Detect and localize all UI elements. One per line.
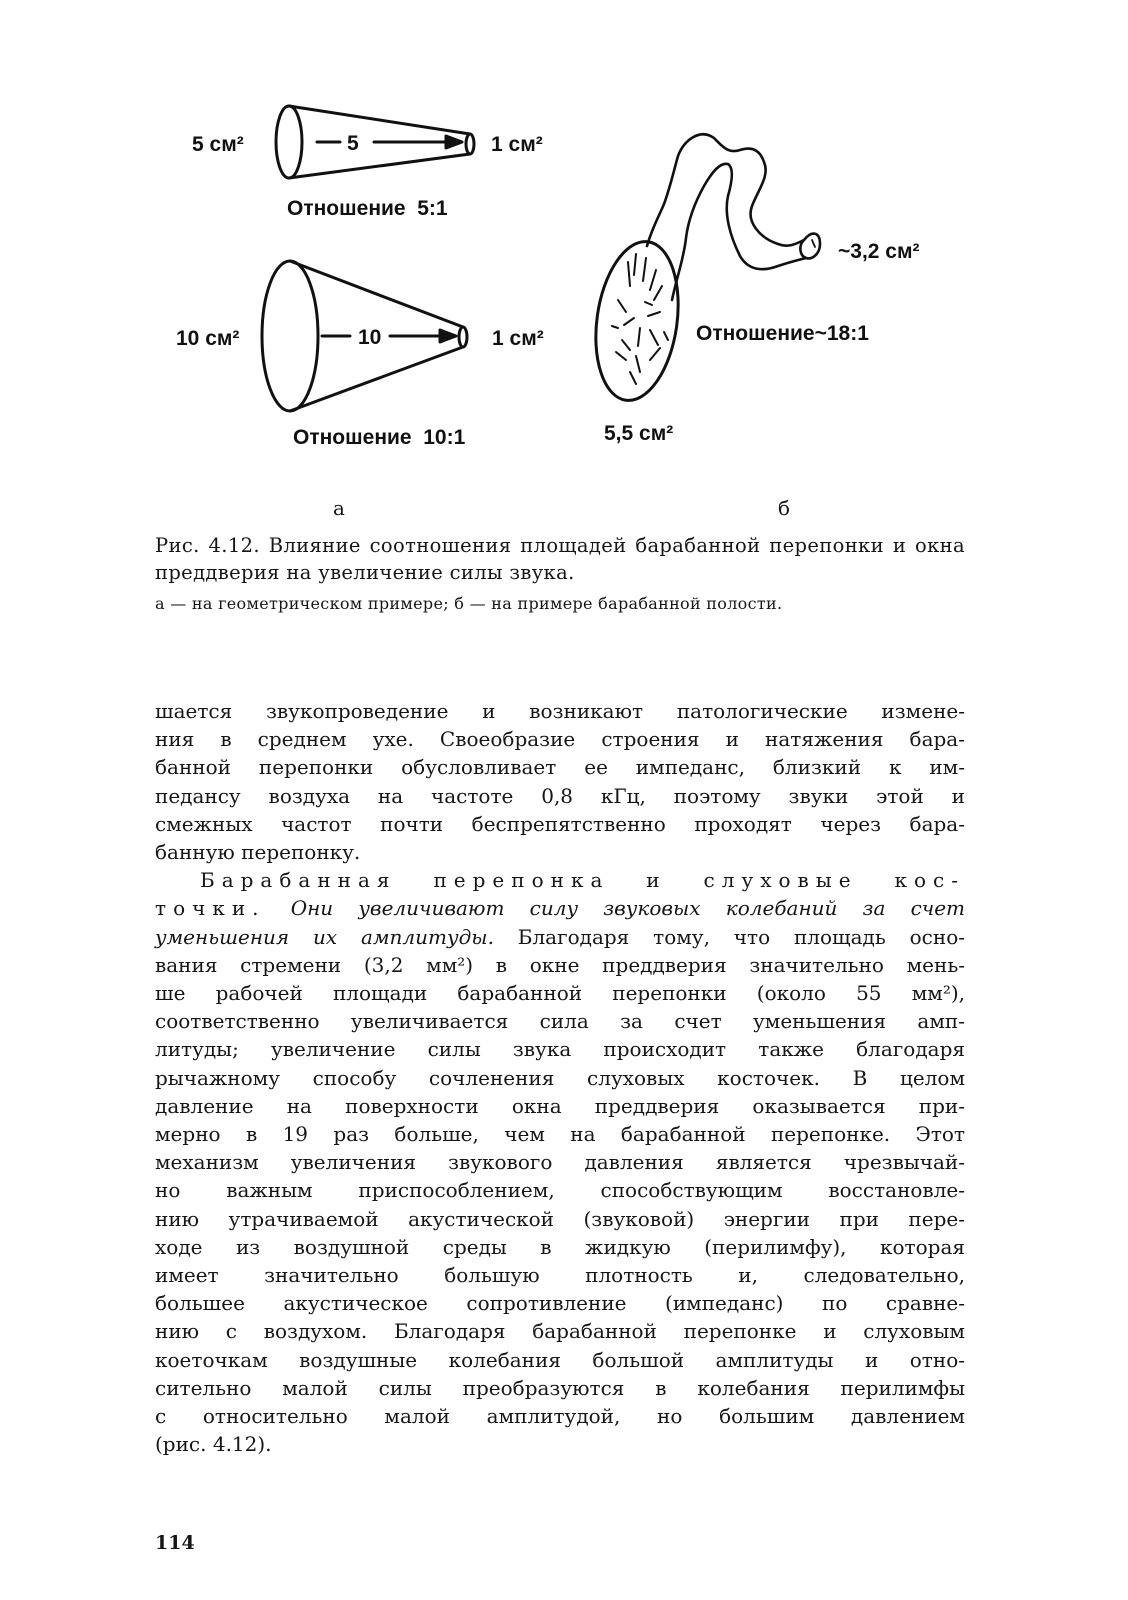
page-number: 114 xyxy=(155,1532,195,1554)
text-line xyxy=(155,894,965,922)
tympanic-membrane xyxy=(586,236,687,406)
text-line: литуды; увеличение силы звука происходит также благодаря xyxy=(155,1037,965,1062)
text-line: вания стремени (3,2 мм²) в окне преддверия значительно мень- xyxy=(155,952,965,977)
section-heading-end: точки. xyxy=(155,896,266,921)
fig-a-bottom-ratio: Отношение 10:1 xyxy=(293,426,466,449)
text-line: ше рабочей площади барабанной перепонки (около 55 мм²), xyxy=(155,981,965,1006)
text-line: механизм увеличения звукового давления является чрезвычай- xyxy=(155,1150,965,1175)
figure-caption: Рис. 4.12. Влияние соотношения площадей барабанной перепонки и окна преддверия на увеличение силы звука. xyxy=(155,534,965,584)
text-line: (рис. 4.12). xyxy=(155,1432,272,1457)
fig-a-bottom-arrow-label: 10 xyxy=(358,326,382,349)
text-line xyxy=(155,923,965,951)
text-line: банную перепонку. xyxy=(155,840,361,865)
text-line: мерно в 19 раз больше, чем на барабанной перепонке. Этот xyxy=(155,1122,965,1147)
text-line: имеет значительно большую плотность и, следовательно, xyxy=(155,1263,965,1288)
fig-a-top-ratio: Отношение 5:1 xyxy=(287,197,448,220)
text-line: большее акустическое сопротивление (импеданс) по сравне- xyxy=(155,1291,965,1316)
text-line: но важным приспособлением, способствующим восстановле- xyxy=(155,1178,965,1203)
text-line: коеточкам воздушные колебания большой амплитуды и отно- xyxy=(155,1347,965,1372)
fig-a-top-right-label: 1 см² xyxy=(491,133,543,156)
small-cone-arrow xyxy=(317,136,462,148)
text-line: сительно малой силы преобразуются в колебания перилимфы xyxy=(155,1375,965,1400)
fig-a-bottom-right-label: 1 см² xyxy=(492,327,544,350)
text-line: давление на поверхности окна преддверия оказывается при- xyxy=(155,1093,965,1118)
figure-4-12 xyxy=(0,0,1128,500)
text-line: соответственно увеличивается сила за счет уменьшения амп- xyxy=(155,1009,965,1034)
text-line: педансу воздуха на частоте 0,8 кГц, поэтому звуки этой и xyxy=(155,783,965,808)
text-line: рычажному способу сочленения слуховых косточек. В целом xyxy=(155,1065,965,1090)
text-line: ния в среднем ухе. Своеобразие строения и натяжения бара- xyxy=(155,727,965,752)
large-cone-arrow xyxy=(322,330,456,342)
text-line: банной перепонки обусловливает ее импеданс, близкий к им- xyxy=(155,755,965,780)
emphasis-text: уменьшения их амплитуды. xyxy=(155,924,494,949)
membrane-radial-lines xyxy=(612,254,668,384)
text-line: с относительно малой амплитудой, но большим давлением xyxy=(155,1404,965,1429)
section-heading-line xyxy=(155,866,965,894)
panel-a-letter: а xyxy=(333,496,345,520)
fig-a-top-arrow-label: 5 xyxy=(347,132,359,155)
fig-a-bottom-left-label: 10 см² xyxy=(176,327,240,350)
section-heading: Барабанная перепонка и слуховые кос- xyxy=(200,868,965,893)
fig-b-ratio: Отношение~18:1 xyxy=(696,322,869,345)
fig-b-membrane-area: 5,5 см² xyxy=(604,422,674,445)
text-line: шается звукопроведение и возникают патологические измене- xyxy=(155,699,965,723)
text-line: нию утрачиваемой акустической (звуковой) энергии при пере- xyxy=(155,1206,965,1231)
ossicular-chain xyxy=(647,134,820,300)
body-text xyxy=(155,697,965,1458)
text-line: нию с воздухом. Благодаря барабанной перепонке и слуховым xyxy=(155,1319,965,1344)
text-line: ходе из воздушной среды в жидкую (перилимфу), которая xyxy=(155,1234,965,1259)
panel-b-letter: б xyxy=(778,496,791,520)
fig-a-top-left-label: 5 см² xyxy=(192,133,244,156)
figure-caption-note: а — на геометрическом примере; б — на примере барабанной полости. xyxy=(155,594,783,613)
text-span: Благодаря тому, что площадь осно- xyxy=(517,924,965,949)
emphasis-text: Они увеличивают силу звуковых колебаний за счет xyxy=(290,896,966,921)
fig-b-stapes-area: ~3,2 см² xyxy=(838,240,920,263)
text-line: смежных частот почти беспрепятственно проходят через бара- xyxy=(155,811,965,836)
